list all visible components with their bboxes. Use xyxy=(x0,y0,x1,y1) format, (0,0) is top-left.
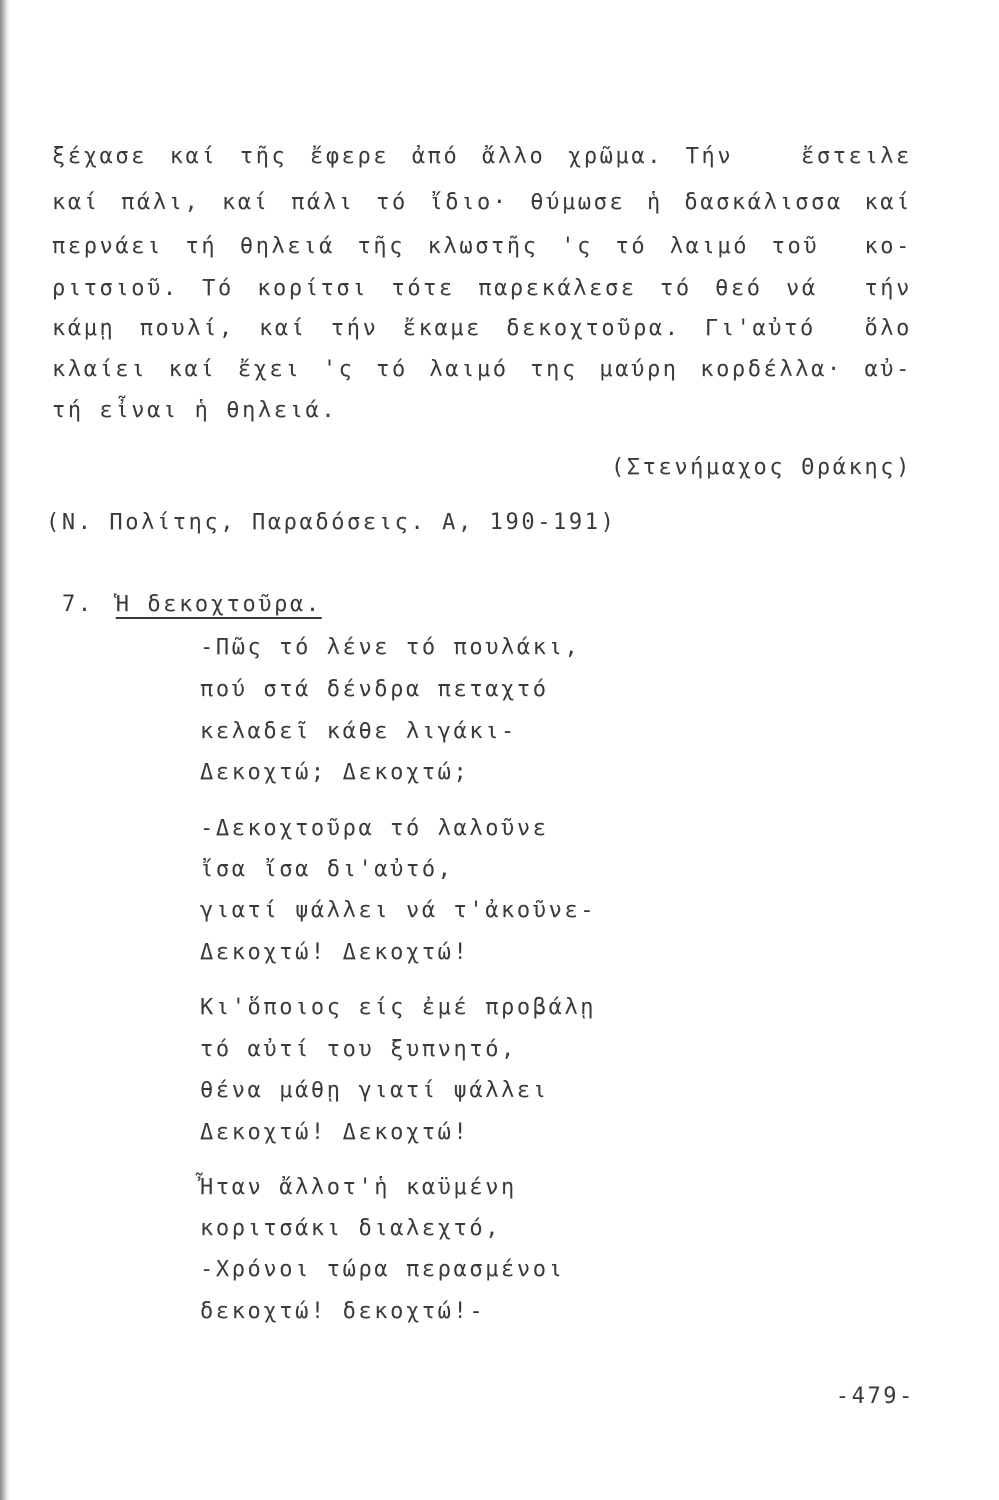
verse-line: ἴσα ἴσα δι'αὐτό, xyxy=(200,857,454,882)
verse-line: Κι'ὅποιος είς ἐμέ προβάλῃ xyxy=(200,995,597,1020)
verse-line: Ἦταν ἄλλοτ'ἡ καϋμένη xyxy=(200,1175,517,1200)
verse-line: -Πῶς τό λένε τό πουλάκι, xyxy=(200,635,581,660)
page-binding-edge xyxy=(0,0,10,1500)
verse-line: κοριτσάκι διαλεχτό, xyxy=(200,1216,502,1241)
verse-line: θένα μάθῃ γιατί ψάλλει xyxy=(200,1078,549,1103)
verse-line: πού στά δένδρα πεταχτό xyxy=(200,677,549,702)
source-location: (Στενήμαχος Θράκης) xyxy=(610,455,912,480)
prose-line: κλαίει καί ἔχει 'ς τό λαιμό της μαύρη κορδέλλα· αὐ- xyxy=(52,357,912,382)
verse-line: Δεκοχτώ; Δεκοχτώ; xyxy=(200,760,470,785)
prose-line: ριτσιοῦ. Τό κορίτσι τότε παρεκάλεσε τό θεό νά τήν xyxy=(52,276,912,301)
verse-line: -Χρόνοι τώρα περασμένοι xyxy=(200,1257,565,1282)
verse-line: κελαδεῖ κάθε λιγάκι- xyxy=(200,719,517,744)
verse-line: Δεκοχτώ! Δεκοχτώ! xyxy=(200,1120,470,1145)
page-number: -479- xyxy=(835,1384,915,1409)
citation: (Ν. Πολίτης, Παραδόσεις. Α, 190-191) xyxy=(46,510,617,535)
verse-line: -Δεκοχτοῦρα τό λαλοῦνε xyxy=(200,816,549,841)
prose-line: τή εἶναι ἡ θηλειά. xyxy=(52,398,338,423)
section-number: 7. xyxy=(62,592,94,617)
prose-line: κάμῃ πουλί, καί τήν ἔκαμε δεκοχτοῦρα. Γι'αὐτό ὅλο xyxy=(52,316,912,341)
prose-line: ξέχασε καί τῆς ἔφερε ἀπό ἄλλο χρῶμα. Τήν ἔστειλε xyxy=(52,144,912,169)
verse-line: γιατί ψάλλει νά τ'ἀκοῦνε- xyxy=(200,898,597,923)
section-title: Ἡ δεκοχτοῦρα. xyxy=(115,592,322,617)
verse-line: Δεκοχτώ! Δεκοχτώ! xyxy=(200,940,470,965)
prose-line: περνάει τή θηλειά τῆς κλωστῆς 'ς τό λαιμό τοῦ κο- xyxy=(52,234,912,259)
verse-line: τό αὐτί του ξυπνητό, xyxy=(200,1037,517,1062)
prose-line: καί πάλι, καί πάλι τό ἴδιο· θύμωσε ἡ δασκάλισσα καί xyxy=(52,190,912,215)
verse-line: δεκοχτώ! δεκοχτώ!- xyxy=(200,1299,486,1324)
section-heading xyxy=(62,590,322,620)
